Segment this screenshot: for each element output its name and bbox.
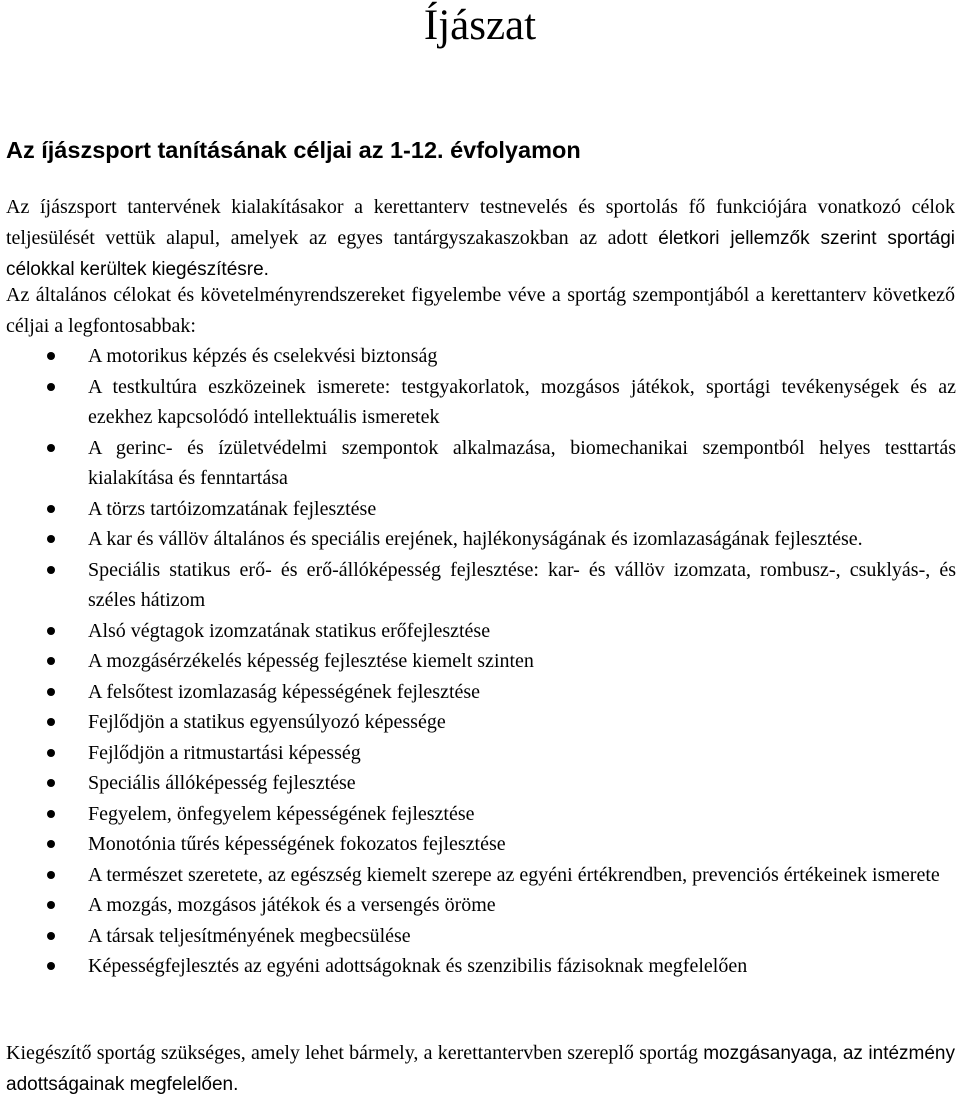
bullet-icon bbox=[47, 810, 55, 818]
list-item bbox=[0, 951, 960, 982]
bullet-icon bbox=[47, 901, 55, 909]
list-item-text: Fejlődjön a ritmustartási képesség bbox=[88, 741, 361, 764]
section-heading: Az íjászsport tanításának céljai az 1-12. évfolyamon bbox=[6, 137, 581, 163]
list-item bbox=[0, 860, 960, 891]
list-item bbox=[0, 677, 960, 708]
list-item-text: A társak teljesítményének megbecsülése bbox=[88, 924, 411, 947]
document-title: Íjászat bbox=[423, 2, 537, 49]
list-item bbox=[0, 799, 960, 830]
list-item-text: Fejlődjön a statikus egyensúlyozó képessége bbox=[88, 711, 446, 733]
bullet-icon bbox=[47, 535, 55, 543]
list-item bbox=[0, 921, 960, 952]
bullet-icon bbox=[47, 749, 55, 757]
list-item-text: A mozgásérzékelés képesség fejlesztése kiemelt szinten bbox=[88, 650, 534, 672]
bullet-icon bbox=[47, 383, 55, 391]
list-item-text: A testkultúra eszközeinek ismerete: testgyakorlatok, mozgásos játékok, sportági tevékenységek és az ezekhez kapcsolódó intellektuális ismeretek bbox=[88, 375, 956, 428]
list-item bbox=[0, 555, 960, 616]
bullet-icon bbox=[47, 352, 55, 360]
bullet-icon bbox=[47, 505, 55, 513]
list-item-text: Fegyelem, önfegyelem képességének fejlesztése bbox=[88, 802, 475, 825]
intro-text-sans: életkori jellemzők szerint sportági célokkal kerültek kiegészítésre. bbox=[6, 227, 955, 280]
list-item-text: Monotónia tűrés képességének fokozatos fejlesztése bbox=[88, 833, 506, 855]
bullet-icon bbox=[47, 657, 55, 665]
list-item bbox=[0, 738, 960, 769]
list-item bbox=[0, 616, 960, 647]
goals-intro-paragraph: Az általános célokat és követelményrendszereket figyelembe véve a sportág szempontjából a kerettanterv következő céljai a legfontosabbak: bbox=[6, 284, 955, 337]
intro-text: Az íjászsport tantervének kialakításakor a kerettanterv testnevelés és sportolás fő funkciójára vonatkozó célok teljesülését vettük alapul, amelyek az egyes tantárgyszakaszokban az adott bbox=[6, 196, 955, 249]
list-item bbox=[0, 341, 960, 372]
bullet-icon bbox=[47, 840, 55, 848]
bullet-icon bbox=[47, 871, 55, 879]
closing-paragraph bbox=[6, 1038, 955, 1100]
bullet-icon bbox=[47, 566, 55, 574]
list-item bbox=[0, 494, 960, 525]
list-item-text: A természet szeretete, az egészség kiemelt szerepe az egyéni értékrendben, prevenciós értékeinek ismerete bbox=[88, 863, 940, 886]
list-item-text: A mozgás, mozgásos játékok és a versengés öröme bbox=[88, 894, 496, 916]
bullet-icon bbox=[47, 932, 55, 940]
bullet-icon bbox=[47, 718, 55, 726]
bullet-icon bbox=[47, 444, 55, 452]
list-item bbox=[0, 890, 960, 921]
list-item-text: A motorikus képzés és cselekvési biztonság bbox=[88, 345, 438, 367]
list-item-text: A kar és vállöv általános és speciális erejének, hajlékonyságának és izomlazaságának fejlesztése. bbox=[88, 528, 863, 550]
list-item bbox=[0, 646, 960, 677]
bullet-icon bbox=[47, 962, 55, 970]
bullet-icon bbox=[47, 627, 55, 635]
list-item bbox=[0, 524, 960, 555]
list-item bbox=[0, 768, 960, 799]
list-item bbox=[0, 372, 960, 433]
list-item-text: A törzs tartóizomzatának fejlesztése bbox=[88, 497, 377, 520]
bullet-icon bbox=[47, 688, 55, 696]
closing-text-sans: mozgásanyaga, az intézmény adottságainak megfelelően. bbox=[6, 1043, 955, 1095]
list-item bbox=[0, 433, 960, 494]
list-item-text: Képességfejlesztés az egyéni adottságoknak és szenzibilis fázisoknak megfelelően bbox=[88, 955, 748, 977]
intro-paragraph bbox=[6, 192, 955, 286]
closing-text: Kiegészítő sportág szükséges, amely lehet bármely, a kerettantervben szereplő sportág bbox=[6, 1042, 704, 1064]
list-item bbox=[0, 829, 960, 860]
list-item-text: Alsó végtagok izomzatának statikus erőfejlesztése bbox=[88, 619, 491, 642]
list-item bbox=[0, 707, 960, 738]
bullet-icon bbox=[47, 779, 55, 787]
list-item-text: Speciális statikus erő- és erő-állóképesség fejlesztése: kar- és vállöv izomzata, rombusz-, csuklyás-, és széles hátizom bbox=[88, 558, 956, 611]
list-item-text: A felsőtest izomlazaság képességének fejlesztése bbox=[88, 680, 481, 703]
goals-list bbox=[0, 341, 960, 982]
list-item-text: A gerinc- és ízületvédelmi szempontok alkalmazása, biomechanikai szempontból helyes testtartás kialakítása és fenntartása bbox=[88, 436, 956, 489]
list-item-text: Speciális állóképesség fejlesztése bbox=[88, 772, 356, 794]
